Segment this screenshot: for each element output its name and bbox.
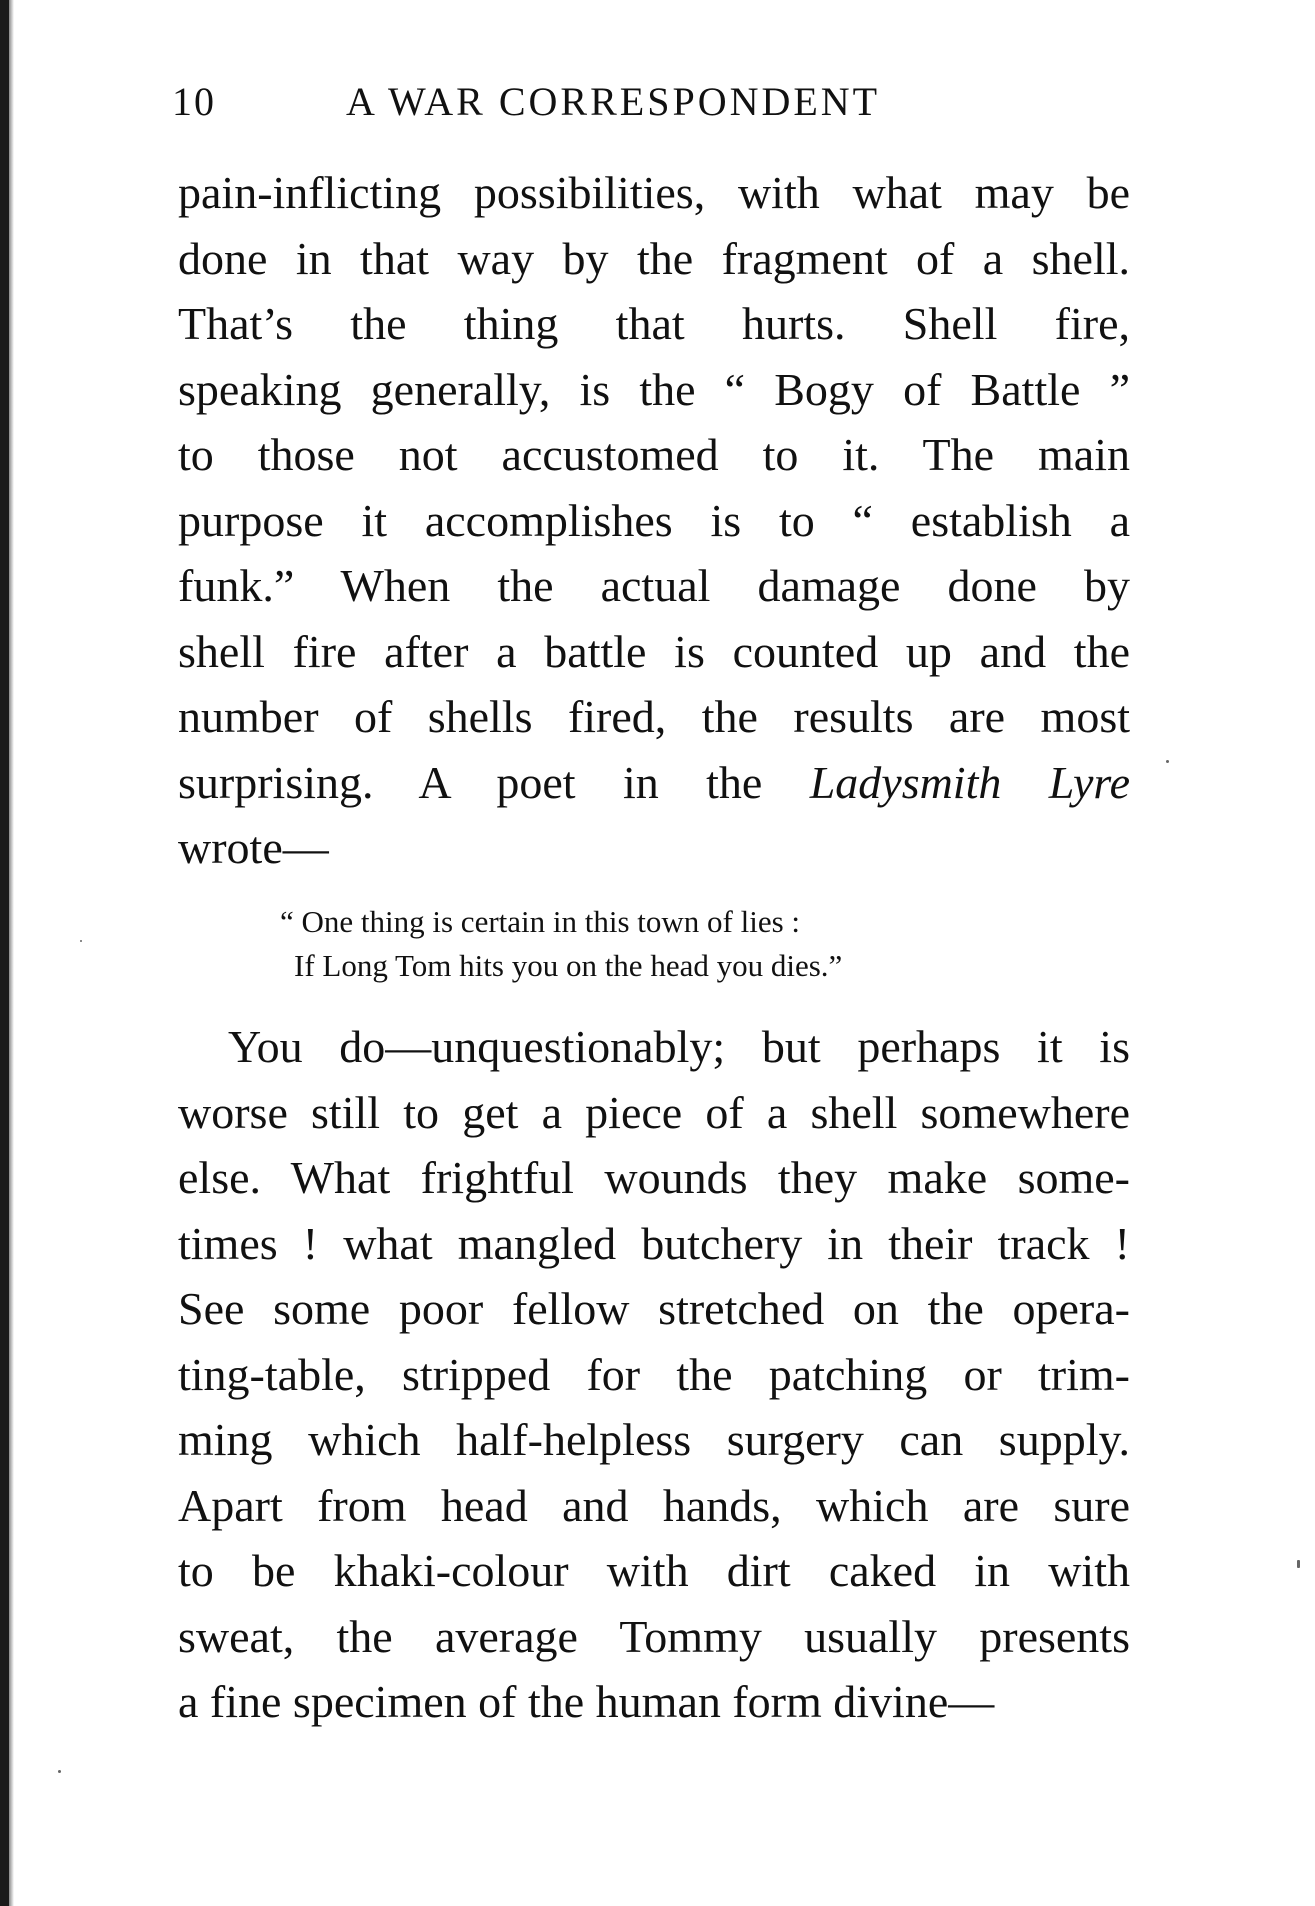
verse-quotation bbox=[280, 900, 1060, 988]
text-line: speaking generally, is the “ Bogy of Battle ” bbox=[178, 363, 1130, 415]
text-line: Apart from head and hands, which are sure bbox=[178, 1479, 1130, 1531]
paper-speck bbox=[1166, 760, 1169, 763]
paragraph-two bbox=[178, 1014, 1130, 1735]
paper-speck bbox=[80, 940, 82, 942]
text-line: to be khaki-colour with dirt caked in with bbox=[178, 1545, 1130, 1596]
paper-speck bbox=[58, 1770, 61, 1773]
page-number: 10 bbox=[172, 79, 216, 124]
text-line: See some poor fellow stretched on the opera- bbox=[178, 1283, 1130, 1334]
text-line: else. What frightful wounds they make some- bbox=[178, 1152, 1130, 1203]
text-line: You do—unquestionably; but perhaps it is bbox=[228, 1021, 1130, 1072]
text-line: funk.” When the actual damage done by bbox=[178, 560, 1130, 611]
binding-shadow bbox=[9, 0, 14, 1906]
running-head-title: A WAR CORRESPONDENT bbox=[346, 79, 881, 124]
text-line: purpose it accomplishes is to “ establish a bbox=[178, 494, 1130, 546]
text-line: ting-table, stripped for the patching or trim- bbox=[178, 1348, 1130, 1400]
paragraph-one bbox=[178, 160, 1130, 881]
text-line-with-title bbox=[178, 750, 1130, 816]
text-fragment: surprising. A poet in the bbox=[178, 756, 810, 808]
text-line: times ! what mangled butchery in their track ! bbox=[178, 1217, 1130, 1269]
text-line: wrote— bbox=[178, 822, 329, 873]
book-title-ladysmith-lyre: Ladysmith Lyre bbox=[809, 756, 1130, 808]
text-line: shell fire after a battle is counted up and the bbox=[178, 625, 1130, 677]
text-line: That’s the thing that hurts. Shell fire, bbox=[178, 298, 1130, 349]
paper-speck bbox=[1297, 1560, 1300, 1568]
text-line: done in that way by the fragment of a shell. bbox=[178, 232, 1130, 284]
text-line: pain-inflicting possibilities, with what may be bbox=[178, 167, 1130, 218]
binding-edge bbox=[0, 0, 9, 1906]
text-line: number of shells fired, the results are most bbox=[178, 691, 1130, 742]
text-line: ming which half-helpless surgery can supply. bbox=[178, 1414, 1130, 1465]
running-head bbox=[172, 78, 1132, 128]
verse-line: “ One thing is certain in this town of lies : bbox=[280, 904, 801, 939]
text-line: a fine specimen of the human form divine— bbox=[178, 1676, 995, 1727]
verse-line: If Long Tom hits you on the head you dies.” bbox=[294, 948, 843, 983]
text-line: to those not accustomed to it. The main bbox=[178, 429, 1130, 480]
text-line: sweat, the average Tommy usually presents bbox=[178, 1610, 1130, 1662]
text-line: worse still to get a piece of a shell somewhere bbox=[178, 1086, 1130, 1138]
